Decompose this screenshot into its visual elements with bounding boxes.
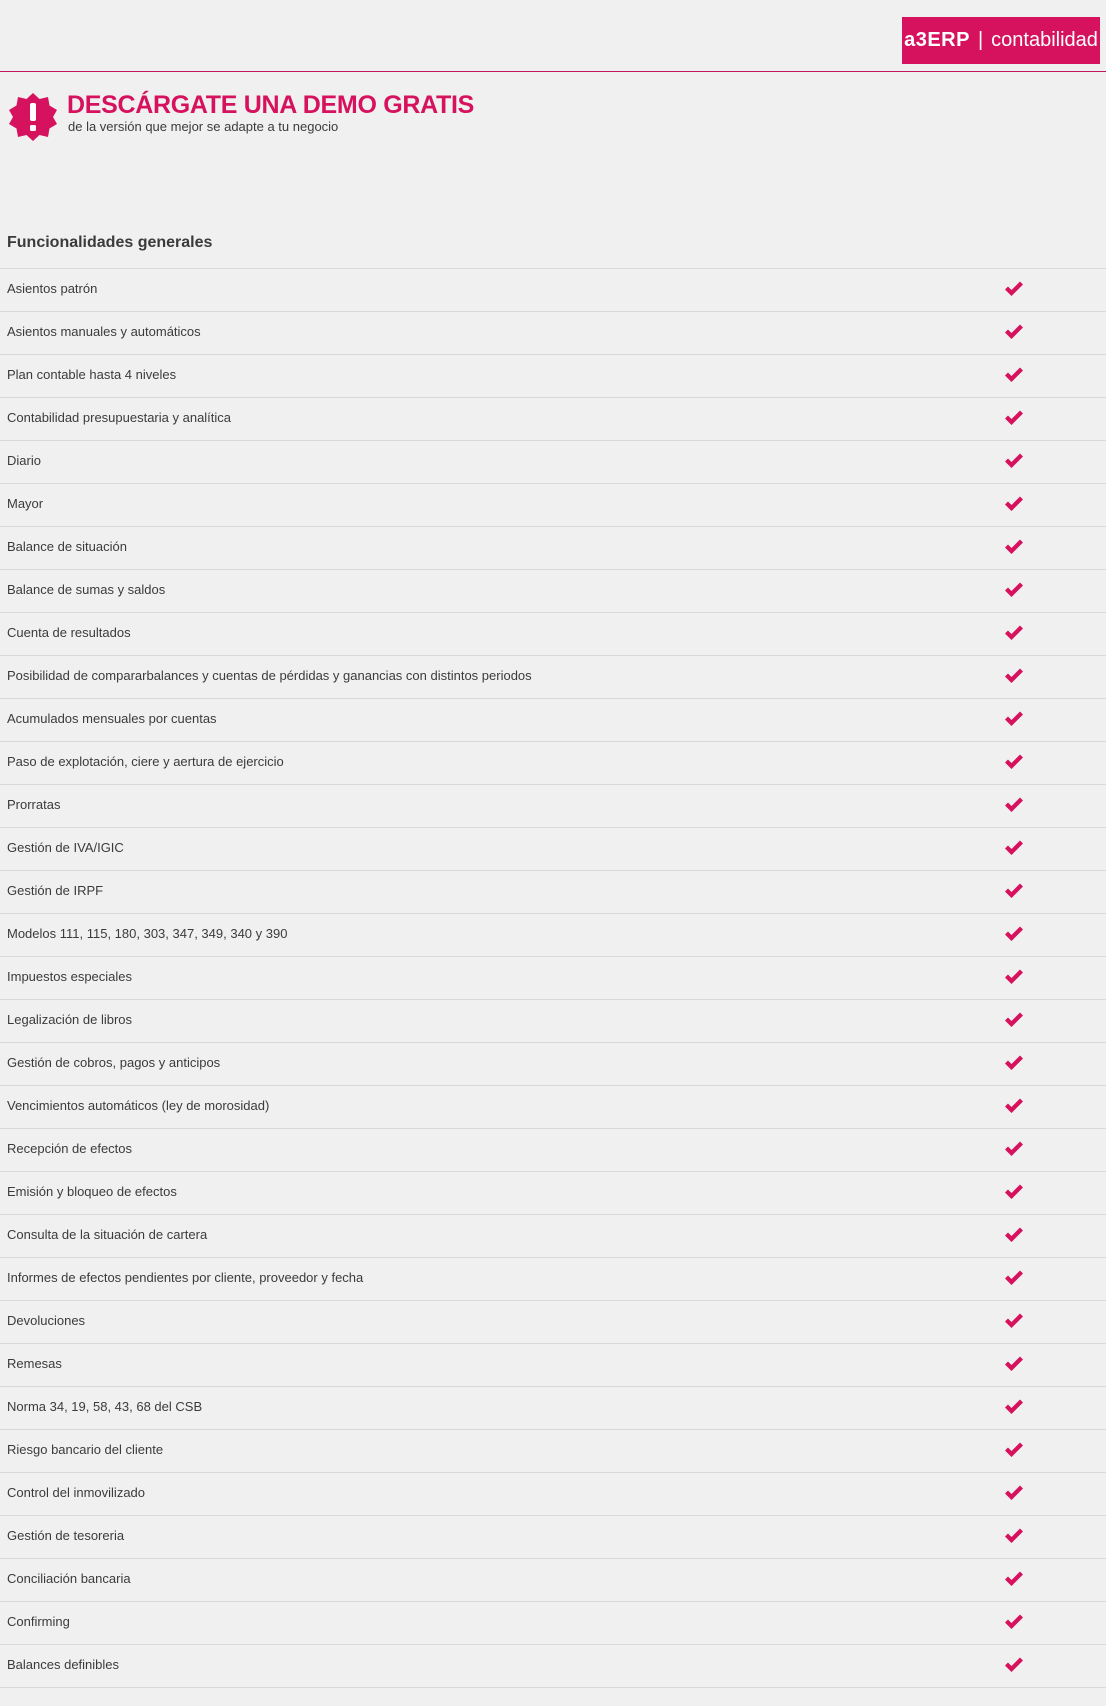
promo-title: DESCÁRGATE UNA DEMO GRATIS [67, 91, 475, 119]
checkmark-icon [1004, 840, 1024, 856]
feature-label: Vencimientos automáticos (ley de morosidad) [7, 1098, 270, 1113]
demo-download-banner[interactable] [7, 91, 707, 147]
feature-row [0, 957, 1106, 1000]
checkmark-icon [1004, 453, 1024, 469]
feature-row [0, 1215, 1106, 1258]
feature-row [0, 656, 1106, 699]
feature-row [0, 1602, 1106, 1645]
checkmark-icon [1004, 410, 1024, 426]
feature-label: Recepción de efectos [7, 1141, 133, 1156]
feature-label: Modelos 111, 115, 180, 303, 347, 349, 340 y 390 [7, 926, 288, 941]
feature-row [0, 1000, 1106, 1043]
feature-label: Emisión y bloqueo de efectos [7, 1184, 177, 1199]
feature-label: Diario [7, 453, 41, 468]
brand-product-name: contabilidad [991, 29, 1098, 51]
checkmark-icon [1004, 1141, 1024, 1157]
checkmark-icon [1004, 754, 1024, 770]
checkmark-icon [1004, 668, 1024, 684]
feature-label: Riesgo bancario del cliente [7, 1442, 164, 1457]
feature-row [0, 1258, 1106, 1301]
checkmark-icon [1004, 367, 1024, 383]
feature-label: Paso de explotación, ciere y aertura de ejercicio [7, 754, 284, 769]
feature-label: Balance de sumas y saldos [7, 582, 166, 597]
feature-label: Acumulados mensuales por cuentas [7, 711, 217, 726]
feature-label: Devoluciones [7, 1313, 86, 1328]
feature-row [0, 1086, 1106, 1129]
checkmark-icon [1004, 1528, 1024, 1544]
feature-row [0, 527, 1106, 570]
brand-logo-mark: a3ERP [904, 29, 970, 51]
checkmark-icon [1004, 1442, 1024, 1458]
checkmark-icon [1004, 281, 1024, 297]
feature-label: Remesas [7, 1356, 62, 1371]
checkmark-icon [1004, 625, 1024, 641]
feature-label: Cuenta de resultados [7, 625, 131, 640]
feature-row [0, 828, 1106, 871]
feature-row [0, 613, 1106, 656]
feature-label: Balances definibles [7, 1657, 120, 1672]
checkmark-icon [1004, 1657, 1024, 1673]
feature-row [0, 1172, 1106, 1215]
checkmark-icon [1004, 1055, 1024, 1071]
section-title: Funcionalidades generales [7, 234, 213, 251]
feature-row [0, 441, 1106, 484]
feature-row [0, 1516, 1106, 1559]
feature-label: Control del inmovilizado [7, 1485, 146, 1500]
feature-label: Legalización de libros [7, 1012, 133, 1027]
feature-label: Contabilidad presupuestaria y analítica [7, 410, 232, 425]
feature-label: Asientos patrón [7, 281, 98, 296]
checkmark-icon [1004, 1485, 1024, 1501]
feature-row [0, 269, 1106, 312]
feature-row [0, 785, 1106, 828]
feature-label: Impuestos especiales [7, 969, 133, 984]
feature-row [0, 1043, 1106, 1086]
feature-row [0, 914, 1106, 957]
feature-row [0, 484, 1106, 527]
feature-row [0, 1430, 1106, 1473]
checkmark-icon [1004, 711, 1024, 727]
checkmark-icon [1004, 926, 1024, 942]
checkmark-icon [1004, 1012, 1024, 1028]
feature-label: Posibilidad de compararbalances y cuentas de pérdidas y ganancias con distintos periodos [7, 668, 532, 683]
feature-label: Gestión de IRPF [7, 883, 104, 898]
checkmark-icon [1004, 1227, 1024, 1243]
feature-row [0, 1559, 1106, 1602]
feature-label: Gestión de cobros, pagos y anticipos [7, 1055, 221, 1070]
feature-label: Asientos manuales y automáticos [7, 324, 201, 339]
promo-subtitle: de la versión que mejor se adapte a tu negocio [68, 119, 339, 134]
feature-label: Consulta de la situación de cartera [7, 1227, 208, 1242]
checkmark-icon [1004, 1270, 1024, 1286]
feature-label: Gestión de IVA/IGIC [7, 840, 124, 855]
checkmark-icon [1004, 1399, 1024, 1415]
checkmark-icon [1004, 496, 1024, 512]
feature-row [0, 398, 1106, 441]
feature-label: Norma 34, 19, 58, 43, 68 del CSB [7, 1399, 203, 1414]
exclamation-badge-icon [7, 91, 59, 143]
feature-row [0, 1301, 1106, 1344]
feature-row [0, 1473, 1106, 1516]
checkmark-icon [1004, 1098, 1024, 1114]
checkmark-icon [1004, 1313, 1024, 1329]
feature-row [0, 570, 1106, 613]
checkmark-icon [1004, 797, 1024, 813]
feature-label: Mayor [7, 496, 44, 511]
feature-label: Conciliación bancaria [7, 1571, 131, 1586]
feature-row [0, 1129, 1106, 1172]
feature-label: Balance de situación [7, 539, 127, 554]
feature-label: Confirming [7, 1614, 70, 1629]
checkmark-icon [1004, 1614, 1024, 1630]
feature-label: Plan contable hasta 4 niveles [7, 367, 177, 382]
checkmark-icon [1004, 883, 1024, 899]
feature-row [0, 1344, 1106, 1387]
feature-row [0, 355, 1106, 398]
brand-separator: | [977, 29, 984, 51]
checkmark-icon [1004, 1571, 1024, 1587]
feature-table [0, 268, 1106, 1688]
feature-label: Prorratas [7, 797, 61, 812]
feature-row [0, 871, 1106, 914]
feature-label: Informes de efectos pendientes por cliente, proveedor y fecha [7, 1270, 364, 1285]
brand-logo[interactable] [902, 17, 1100, 64]
feature-row [0, 1645, 1106, 1688]
feature-row [0, 1387, 1106, 1430]
checkmark-icon [1004, 1184, 1024, 1200]
checkmark-icon [1004, 582, 1024, 598]
checkmark-icon [1004, 1356, 1024, 1372]
checkmark-icon [1004, 969, 1024, 985]
feature-row [0, 699, 1106, 742]
checkmark-icon [1004, 324, 1024, 340]
feature-label: Gestión de tesoreria [7, 1528, 125, 1543]
feature-row [0, 742, 1106, 785]
checkmark-icon [1004, 539, 1024, 555]
feature-row [0, 312, 1106, 355]
top-bar [0, 0, 1106, 72]
